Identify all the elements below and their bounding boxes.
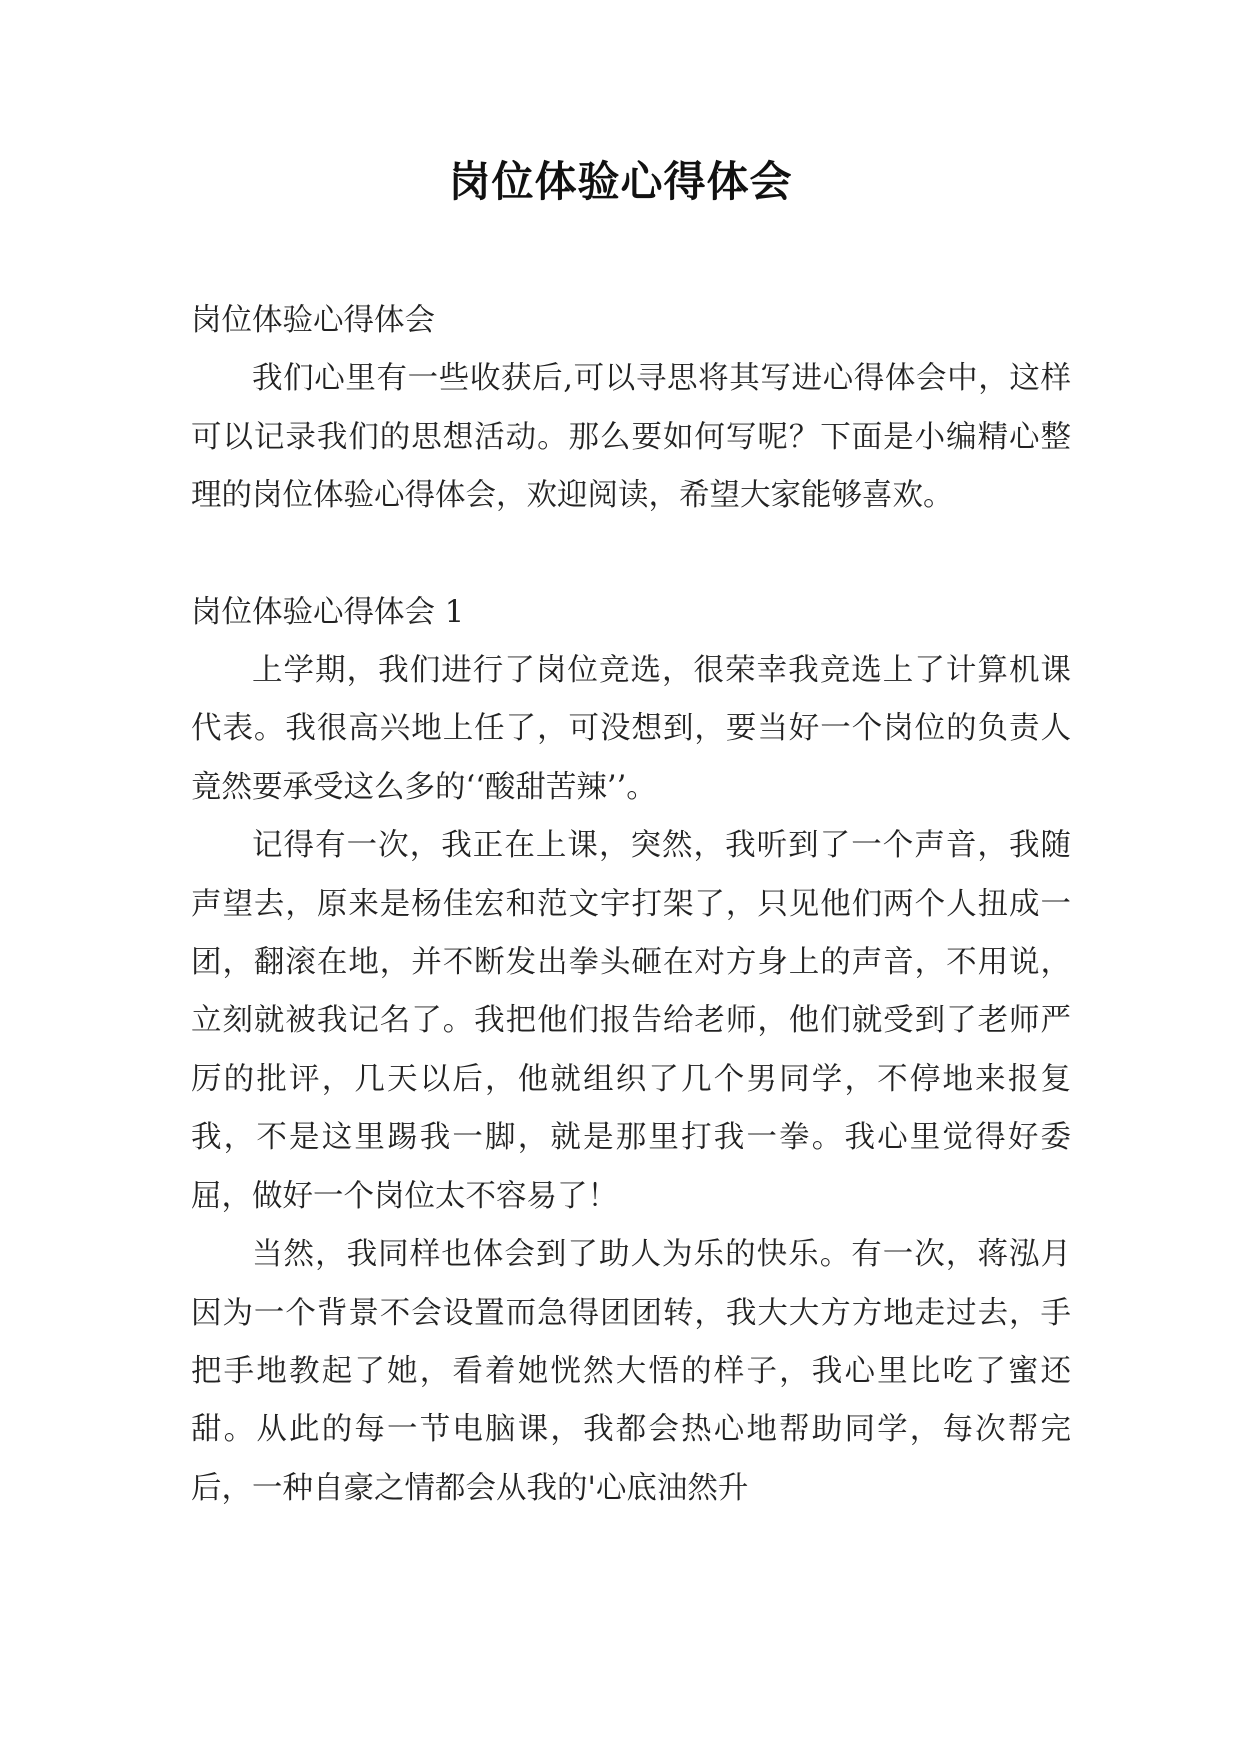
document-body bbox=[191, 292, 1071, 1518]
document-title: 岗位体验心得体会 bbox=[448, 157, 793, 206]
intro-heading: 岗位体验心得体会 bbox=[191, 303, 435, 338]
intro-paragraph: 我们心里有一些收获后,可以寻思将其写进心得体会中，这样可以记录我们的思想活动。那么要如何写呢？下面是小编精心整理的岗位体验心得体会，欢迎阅读，希望大家能够喜欢。 bbox=[191, 361, 1071, 514]
section1-heading: 岗位体验心得体会 1 bbox=[191, 594, 465, 630]
section1-paragraph-3: 当然，我同样也体会到了助人为乐的快乐。有一次，蒋泓月因为一个背景不会设置而急得团团转，我大大方方地走过去，手把手地教起了她，看着她恍然大悟的样子，我心里比吃了蜜还甜。从此的每一节电脑课，我都会热心地帮助同学，每次帮完后，一种自豪之情都会从我的'心底油然升 bbox=[191, 1237, 1071, 1506]
section1-paragraph-1: 上学期，我们进行了岗位竞选，很荣幸我竞选上了计算机课代表。我很高兴地上任了，可没想到，要当好一个岗位的负责人竟然要承受这么多的‘‘酸甜苦辣’’。 bbox=[191, 653, 1071, 805]
section-spacer bbox=[191, 526, 1071, 584]
section1-paragraph-2: 记得有一次，我正在上课，突然，我听到了一个声音，我随声望去，原来是杨佳宏和范文宇打架了，只见他们两个人扭成一团，翻滚在地，并不断发出拳头砸在对方身上的声音，不用说，立刻就被我记名了。我把他们报告给老师，他们就受到了老师严厉的批评，几天以后，他就组织了几个男同学，不停地来报复我，不是这里踢我一脚，就是那里打我一拳。我心里觉得好委屈，做好一个岗位太不容易了！ bbox=[191, 828, 1071, 1214]
